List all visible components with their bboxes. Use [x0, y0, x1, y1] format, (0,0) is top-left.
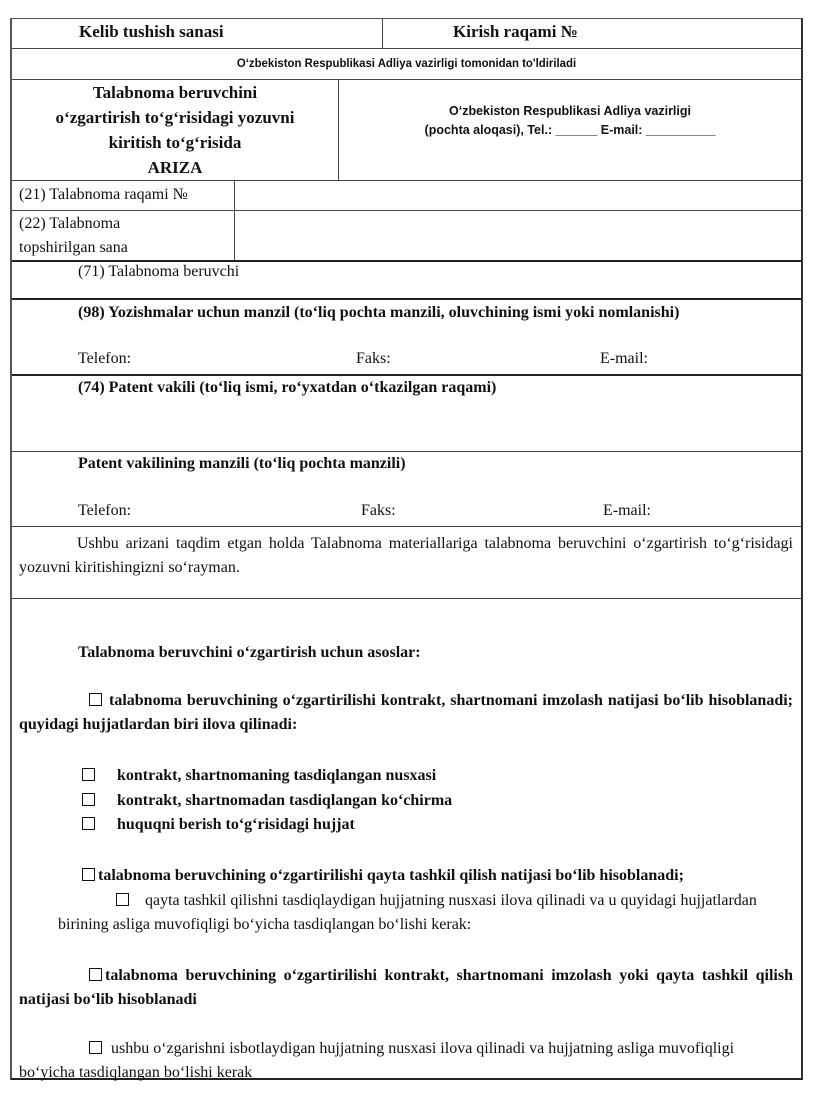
- patent-attorney-label: (74) Patent vakili (to‘liq ismi, ro‘yxatdan o‘tkazilgan raqami): [78, 379, 497, 396]
- submission-date-row: [12, 211, 801, 262]
- entry-number-label: Kirish raqami №: [453, 22, 578, 41]
- ministry-address-cell: [339, 80, 801, 180]
- combined-doc-text: ushbu o‘zgarishni isbotlaydigan hujjatning nusxasi ilova qilinadi va hujjatning asliga muvofiqligi bo‘yicha tasdiqlangan bo‘lishi kerak: [19, 1040, 735, 1081]
- ministry-notice-row: [12, 49, 801, 80]
- application-form: [10, 18, 803, 1080]
- arrival-date-label: Kelib tushish sanasi: [79, 22, 224, 41]
- reorganization-doc-text: qayta tashkil qilishni tasdiqlaydigan hujjatning nusxasi ilova qilinadi va u quyidagi hujjatlardan birining asliga muvofiqligi bo‘yicha tasdiqlangan bo‘lishi kerak:: [58, 892, 757, 933]
- ground-option-contract: [19, 689, 793, 737]
- grounds-section: [12, 599, 801, 1081]
- doc-option-1: [82, 764, 436, 788]
- ministry-notice: O‘zbekiston Respublikasi Adliya vazirligi tomonidan to'ldiriladi: [236, 56, 577, 70]
- checkbox-reorganization[interactable]: [82, 868, 95, 881]
- title-line-1: Talabnoma beruvchini: [92, 83, 258, 102]
- applicant-label: (71) Talabnoma beruvchi: [78, 263, 240, 280]
- application-number-field[interactable]: [235, 181, 801, 210]
- checkbox-contract-extract[interactable]: [82, 793, 95, 806]
- ground-option-combined-text: talabnoma beruvchining o‘zgartirilishi kontrakt, shartnomani imzolash yoki qayta tashkil qilish natijasi bo‘lib hisoblanadi: [19, 967, 793, 1008]
- title-line-4: ARIZA: [147, 158, 203, 177]
- checkbox-contract[interactable]: [89, 693, 102, 706]
- applicant-row[interactable]: [12, 262, 801, 300]
- ground-option-combined: [19, 964, 793, 1012]
- checkbox-rights-transfer[interactable]: [82, 817, 95, 830]
- attorney-fax-label: Faks:: [361, 502, 396, 519]
- arrival-date-cell[interactable]: [12, 19, 383, 48]
- doc-option-1-text: kontrakt, shartnomaning tasdiqlangan nusxasi: [117, 767, 437, 784]
- application-number-row: [12, 181, 801, 211]
- checkbox-combined-doc[interactable]: [89, 1041, 102, 1054]
- grounds-heading: Talabnoma beruvchini o‘zgartirish uchun asoslar:: [78, 644, 421, 661]
- patent-attorney-row[interactable]: [12, 376, 801, 452]
- doc-option-3: [82, 813, 355, 837]
- doc-option-3-text: huquqni berish to‘g‘risidagi hujjat: [117, 816, 355, 833]
- combined-doc: [19, 1037, 741, 1085]
- attorney-address-label: Patent vakilining manzili (to‘liq pochta manzili): [78, 455, 406, 472]
- submission-date-label-cell: [12, 211, 235, 260]
- submission-date-field[interactable]: [235, 211, 801, 260]
- request-row: [12, 527, 801, 599]
- checkbox-contract-copy[interactable]: [82, 768, 95, 781]
- submission-date-label-line-2: topshirilgan sana: [19, 239, 128, 256]
- title-line-2: o‘zgartirish to‘g‘risidagi yozuvni: [55, 108, 295, 127]
- title-cell: [12, 80, 339, 180]
- ground-option-contract-text: talabnoma beruvchining o‘zgartirilishi kontrakt, shartnomani imzolash natijasi bo‘lib hisoblanadi; quyidagi hujjatlardan biri ilova qilinadi:: [19, 692, 793, 733]
- request-text: Ushbu arizani taqdim etgan holda Talabnoma materiallariga talabnoma beruvchini o‘zgartirish to‘g‘risidagi yozuvni kiritishingizni so‘rayman.: [19, 535, 793, 576]
- doc-option-2-text: kontrakt, shartnomadan tasdiqlangan ko‘chirma: [117, 792, 453, 809]
- checkbox-reorganization-doc[interactable]: [116, 893, 129, 906]
- checkbox-combined[interactable]: [89, 968, 102, 981]
- submission-date-label-line-1: (22) Talabnoma: [19, 215, 121, 232]
- attorney-address-row[interactable]: [12, 452, 801, 527]
- correspondence-address-label: (98) Yozishmalar uchun manzil (to‘liq pochta manzili, oluvchining ismi yoki nomlanishi): [78, 304, 680, 321]
- ministry-contacts: (pochta aloqasi), Tel.: ______ E-mail: __________: [424, 123, 716, 137]
- reorganization-doc: [58, 889, 761, 937]
- application-number-label: (21) Talabnoma raqami №: [19, 186, 188, 203]
- title-line-3: kiritish to‘g‘risida: [108, 133, 242, 152]
- registry-header-row: [12, 19, 801, 49]
- attorney-phone-label: Telefon:: [78, 502, 132, 519]
- ground-option-reorganization-text: talabnoma beruvchining o‘zgartirilishi qayta tashkil qilish natijasi bo‘lib hisoblanadi;: [98, 867, 684, 884]
- attorney-email-label: E-mail:: [603, 502, 651, 519]
- correspondence-fax-label: Faks:: [356, 350, 391, 367]
- correspondence-email-label: E-mail:: [600, 350, 648, 367]
- submission-date-label: [19, 212, 128, 260]
- entry-number-cell[interactable]: [383, 19, 801, 48]
- correspondence-phone-label: Telefon:: [78, 350, 132, 367]
- correspondence-address-row[interactable]: [12, 300, 801, 376]
- form-title: [12, 80, 338, 180]
- ground-option-reorganization: [82, 864, 684, 888]
- ministry-name: O‘zbekiston Respublikasi Adliya vazirligi: [449, 104, 691, 118]
- doc-option-2: [82, 789, 452, 813]
- ministry-address: [339, 102, 801, 140]
- title-row: [12, 80, 801, 181]
- application-number-label-cell: [12, 181, 235, 210]
